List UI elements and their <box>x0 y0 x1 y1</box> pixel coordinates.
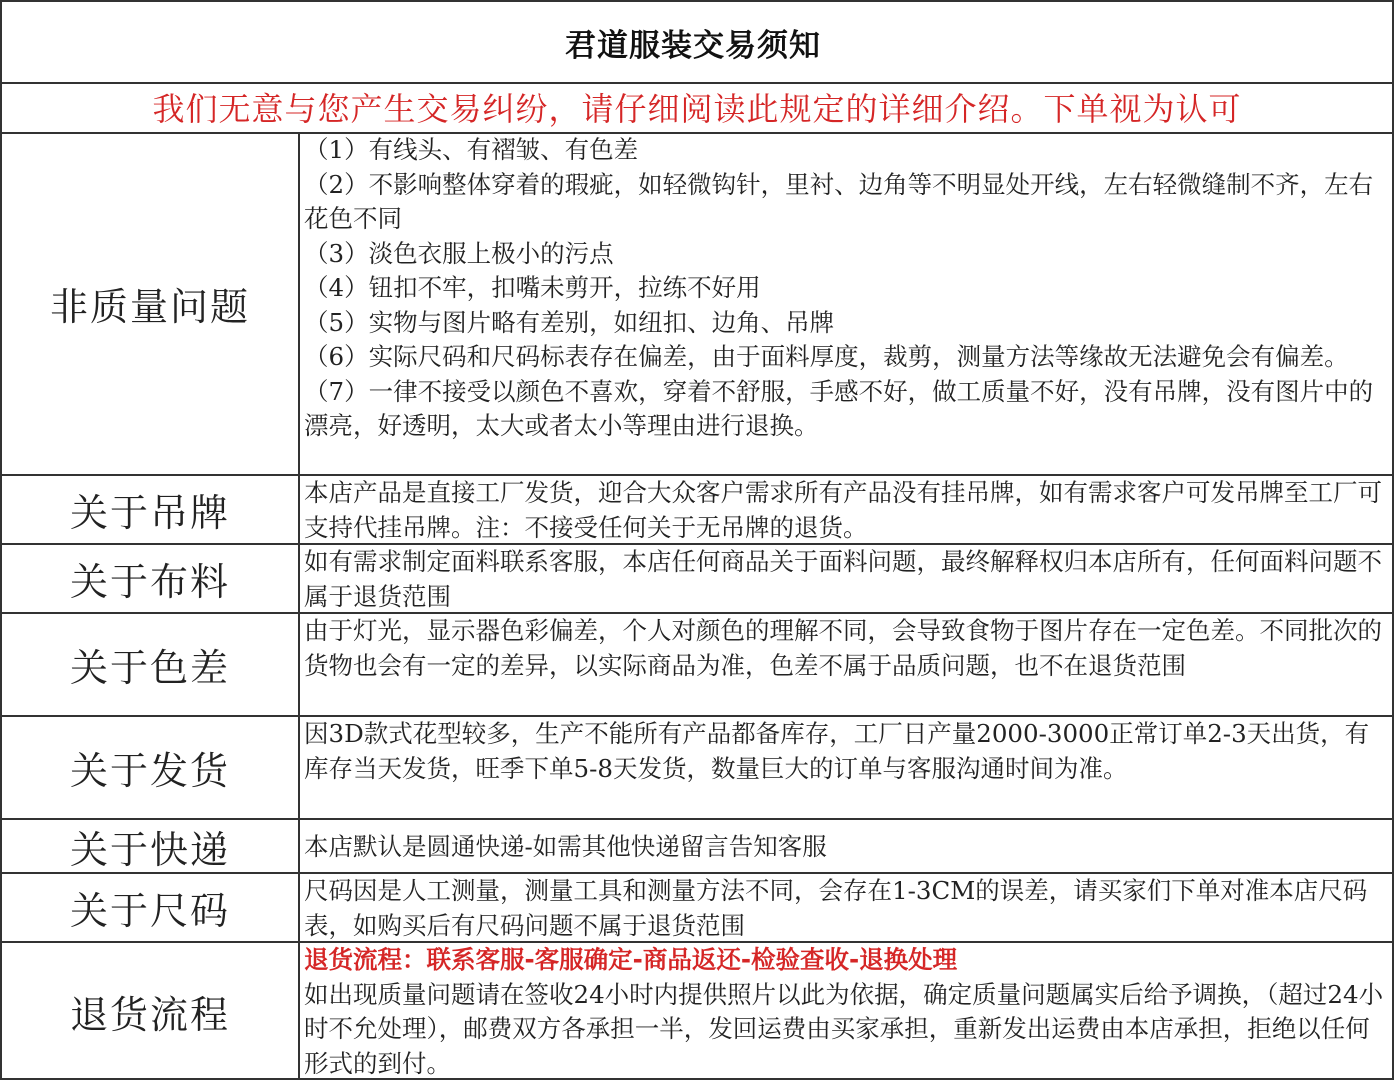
title-row <box>2 2 1392 84</box>
content-line: （3）淡色衣服上极小的污点 <box>304 238 614 268</box>
section-label: 关于发货 <box>2 717 300 818</box>
section-content <box>304 874 1386 941</box>
content-line: （1）有线头、有褶皱、有色差 <box>304 135 639 164</box>
section-label: 关于布料 <box>2 545 300 612</box>
notice-text: 我们无意与您产生交易纠纷，请仔细阅读此规定的详细介绍。下单视为认可 <box>152 90 1242 128</box>
section-shipping <box>2 717 1392 820</box>
content-line: （6）实际尺码和尺码标表存在偏差，由于面料厚度，裁剪，测量方法等缘故无法避免会有偏差。 <box>304 342 1349 371</box>
notice-row <box>2 82 1392 134</box>
section-label: 非质量问题 <box>2 132 300 474</box>
section-non-quality <box>2 132 1392 476</box>
content-line: （4）钮扣不牢，扣嘴未剪开，拉练不好用 <box>304 273 761 302</box>
section-size <box>2 874 1392 943</box>
section-content <box>304 476 1386 543</box>
section-content <box>304 545 1386 612</box>
section-fabric <box>2 545 1392 614</box>
page-title: 君道服装交易须知 <box>565 27 821 64</box>
section-content <box>304 830 1386 872</box>
content-line: （5）实物与图片略有差别，如纽扣、边角、吊牌 <box>304 307 835 337</box>
content-line: （2）不影响整体穿着的瑕疵，如轻微钩针，里衬、边角等不明显处开线，左右轻微缝制不齐，左右花色不同 <box>304 169 1374 233</box>
section-content <box>304 943 1386 1080</box>
content-line: 因3D款式花型较多，生产不能所有产品都备库存，工厂日产量2000-3000正常订单2-3天出货，有库存当天发货，旺季下单5-8天发货，数量巨大的订单与客服沟通时间为准。 <box>304 719 1370 783</box>
content-line: 本店产品是直接工厂发货，迎合大众客户需求所有产品没有挂吊牌，如有需求客户可发吊牌至工厂可支持代挂吊牌。注：不接受任何关于无吊牌的退货。 <box>304 478 1382 542</box>
section-color-difference <box>2 614 1392 717</box>
section-content <box>304 133 1386 474</box>
section-content <box>304 717 1386 818</box>
content-line: 本店默认是圆通快递-如需其他快递留言告知客服 <box>304 832 827 861</box>
content-line: 由于灯光，显示器色彩偏差，个人对颜色的理解不同，会导致食物于图片存在一定色差。不同批次的货物也会有一定的差异，以实际商品为准，色差不属于品质问题，也不在退货范围 <box>304 616 1382 680</box>
content-line: 如出现质量问题请在签收24小时内提供照片以此为依据，确定质量问题属实后给予调换，（超过24小时不允处理），邮费双方各承担一半，发回运费由买家承担，重新发出运费由本店承担，拒绝以任何形式的到付。 <box>304 979 1384 1078</box>
section-hang-tag <box>2 476 1392 545</box>
return-process-highlight: 退货流程：联系客服-客服确定-商品返还-检验查收-退换处理 <box>304 945 958 974</box>
section-return-process <box>2 943 1392 1080</box>
section-label: 关于吊牌 <box>2 476 300 543</box>
content-line: 尺码因是人工测量，测量工具和测量方法不同，会存在1-3CM的误差，请买家们下单对准本店尺码表，如购买后有尺码问题不属于退货范围 <box>304 876 1368 940</box>
section-label: 退货流程 <box>2 943 300 1080</box>
section-courier <box>2 820 1392 874</box>
section-content <box>304 614 1386 715</box>
section-label: 关于色差 <box>2 614 300 715</box>
section-label: 关于快递 <box>2 820 300 872</box>
section-label: 关于尺码 <box>2 874 300 941</box>
content-line: （7）一律不接受以颜色不喜欢，穿着不舒服，手感不好，做工质量不好，没有吊牌，没有图片中的漂亮，好透明，太大或者太小等理由进行退换。 <box>304 376 1374 440</box>
content-line: 如有需求制定面料联系客服，本店任何商品关于面料问题，最终解释权归本店所有，任何面料问题不属于退货范围 <box>304 547 1382 611</box>
